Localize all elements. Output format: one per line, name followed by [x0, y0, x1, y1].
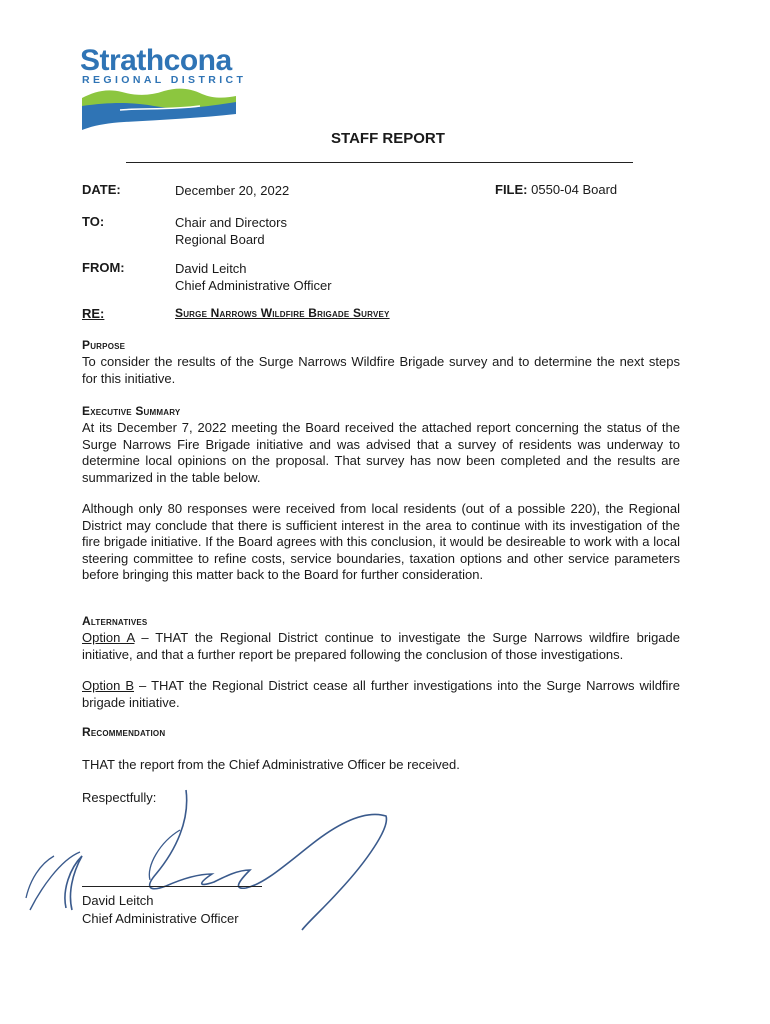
executive-summary-heading: Executive Summary	[82, 404, 181, 418]
signer-title: Chief Administrative Officer	[82, 911, 239, 926]
recommendation-text: THAT the report from the Chief Administrative Officer be received.	[82, 757, 460, 772]
purpose-heading: Purpose	[82, 338, 126, 352]
option-b	[82, 678, 680, 711]
option-a	[82, 630, 680, 663]
logo-name: Strathcona	[80, 44, 232, 77]
report-title: STAFF REPORT	[331, 130, 445, 147]
executive-summary-para2: Although only 80 responses were received from local residents (out of a possible 220), the Regional District may conclude that there is sufficient interest in the area to continue with its investigation of the fire brigade initiative. If the Board agrees with this conclusion, it would be desireable to work with a local steering committee to refine costs, service boundaries, taxation options and other service parameters before bringing this matter back to the Board for further consideration.	[82, 501, 680, 582]
logo-subtitle: REGIONAL DISTRICT	[82, 74, 247, 86]
signer-name: David Leitch	[82, 893, 154, 908]
purpose-text: To consider the results of the Surge Narrows Wildfire Brigade survey and to determine the next steps for this initiative.	[82, 354, 680, 386]
date-label: DATE:	[82, 182, 121, 197]
salutation: Respectfully:	[82, 790, 157, 805]
landscape-logo-icon	[80, 86, 240, 130]
header-divider	[126, 162, 633, 163]
to-line2: Regional Board	[175, 232, 265, 247]
option-b-label: Option B	[82, 678, 135, 693]
option-a-label: Option A	[82, 630, 135, 645]
file-label: FILE:	[495, 182, 528, 197]
recommendation-heading: Recommendation	[82, 725, 166, 739]
re-label: RE:	[82, 306, 105, 321]
signature-line	[82, 886, 262, 887]
from-line1: David Leitch	[175, 261, 247, 276]
alternatives-heading: Alternatives	[82, 614, 148, 628]
date-value: December 20, 2022	[175, 183, 290, 198]
re-subject: Surge Narrows Wildfire Brigade Survey	[175, 306, 390, 320]
to-label: TO:	[82, 214, 105, 229]
executive-summary-para1: At its December 7, 2022 meeting the Board received the attached report concerning the status of the Surge Narrows Fire Brigade initiative and was advised that a survey of residents was underway to determine local opinions on the proposal. That survey has now been completed and the results are summarized in the table below.	[82, 420, 680, 485]
option-b-text: – THAT the Regional District cease all further investigations into the Surge Narrows wildfire brigade initiative.	[82, 678, 680, 710]
strathcona-logo	[80, 44, 247, 130]
file-reference	[495, 182, 617, 197]
file-value: 0550-04 Board	[531, 182, 618, 197]
from-line2: Chief Administrative Officer	[175, 278, 332, 293]
option-a-text: – THAT the Regional District continue to investigate the Surge Narrows wildfire brigade initiative, and that a further report be prepared following the conclusion of those investigations.	[82, 630, 680, 662]
to-line1: Chair and Directors	[175, 215, 287, 230]
from-label: FROM:	[82, 260, 125, 275]
